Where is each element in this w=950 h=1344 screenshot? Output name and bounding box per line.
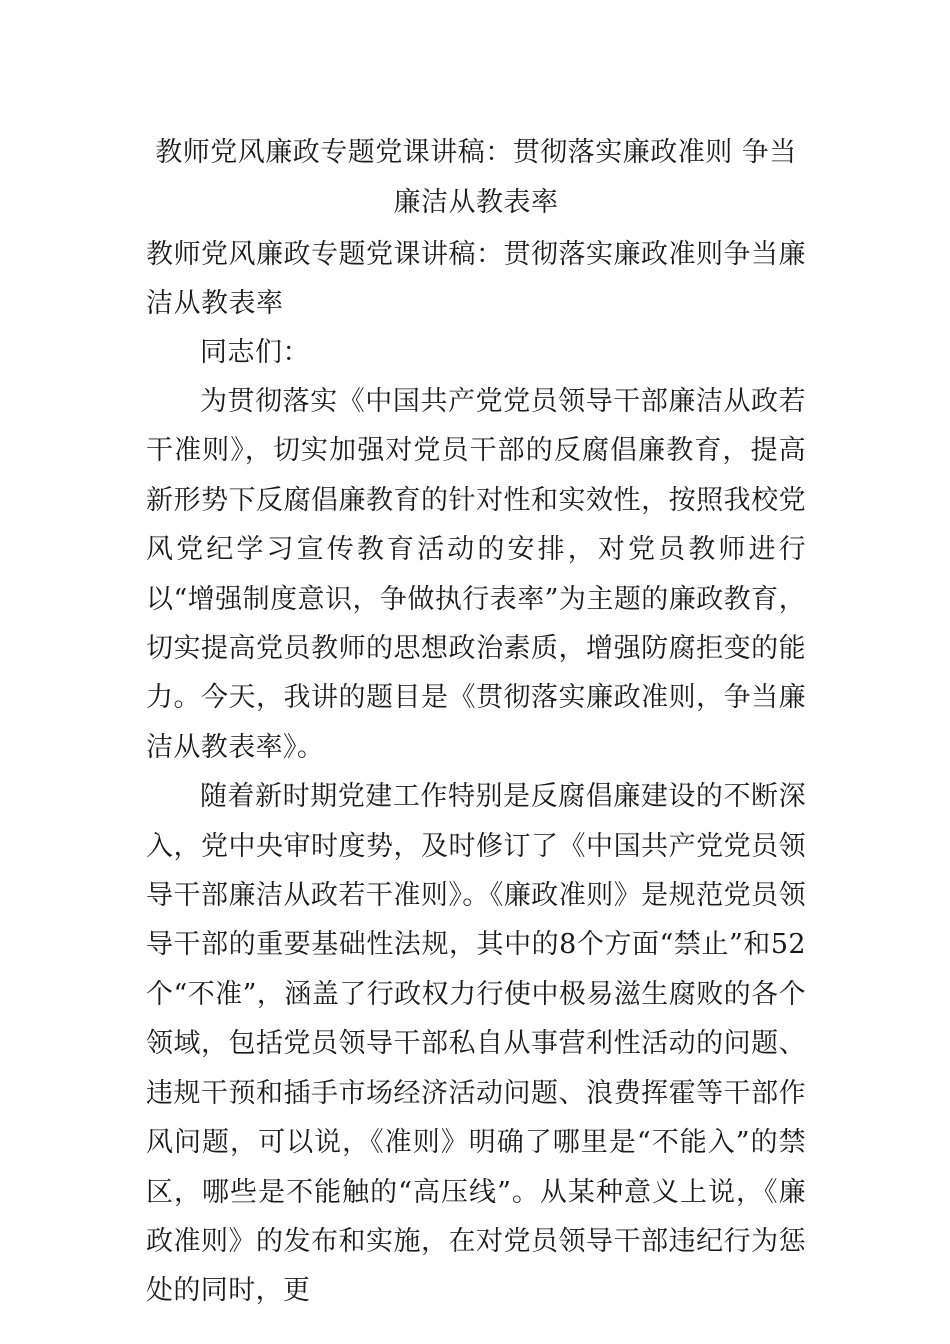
- salutation: 同志们：: [200, 337, 310, 368]
- document-subtitle: 教师党风廉政专题党课讲稿：贯彻落实廉政准则争当廉洁从教表率: [146, 239, 806, 319]
- body-paragraph-2: 随着新时期党建工作特别是反腐倡廉建设的不断深入，党中央审时度势，及时修订了《中国共产党党员领导干部廉洁从政若干准则》。《廉政准则》是规范党员领导干部的重要基础性法规，其中的8个方面“禁止”和52个“不准”，涵盖了行政权力行使中极易滋生腐败的各个领域，包括党员领导干部私自从事营利性活动的问题、违规干预和插手市场经济活动问题、浪费挥霍等干部作风问题，可以说，《准则》明确了哪里是“不能入”的禁区，哪些是不能触的“高压线”。从某种意义上说，《廉政准则》的发布和实施，在对党员领导干部违纪行为惩处的同时，更: [146, 781, 806, 1307]
- document-page: [146, 128, 806, 1316]
- body-paragraph-1: 为贯彻落实《中国共产党党员领导干部廉洁从政若干准则》，切实加强对党员干部的反腐倡廉教育，提高新形势下反腐倡廉教育的针对性和实效性，按照我校党风党纪学习宣传教育活动的安排，对党员教师进行以“增强制度意识，争做执行表率”为主题的廉政教育，切实提高党员教师的思想政治素质，增强防腐拒变的能力。今天，我讲的题目是《贯彻落实廉政准则，争当廉洁从教表率》。: [146, 386, 806, 763]
- document-title: 教师党风廉政专题党课讲稿：贯彻落实廉政准则 争当廉洁从教表率: [155, 137, 797, 218]
